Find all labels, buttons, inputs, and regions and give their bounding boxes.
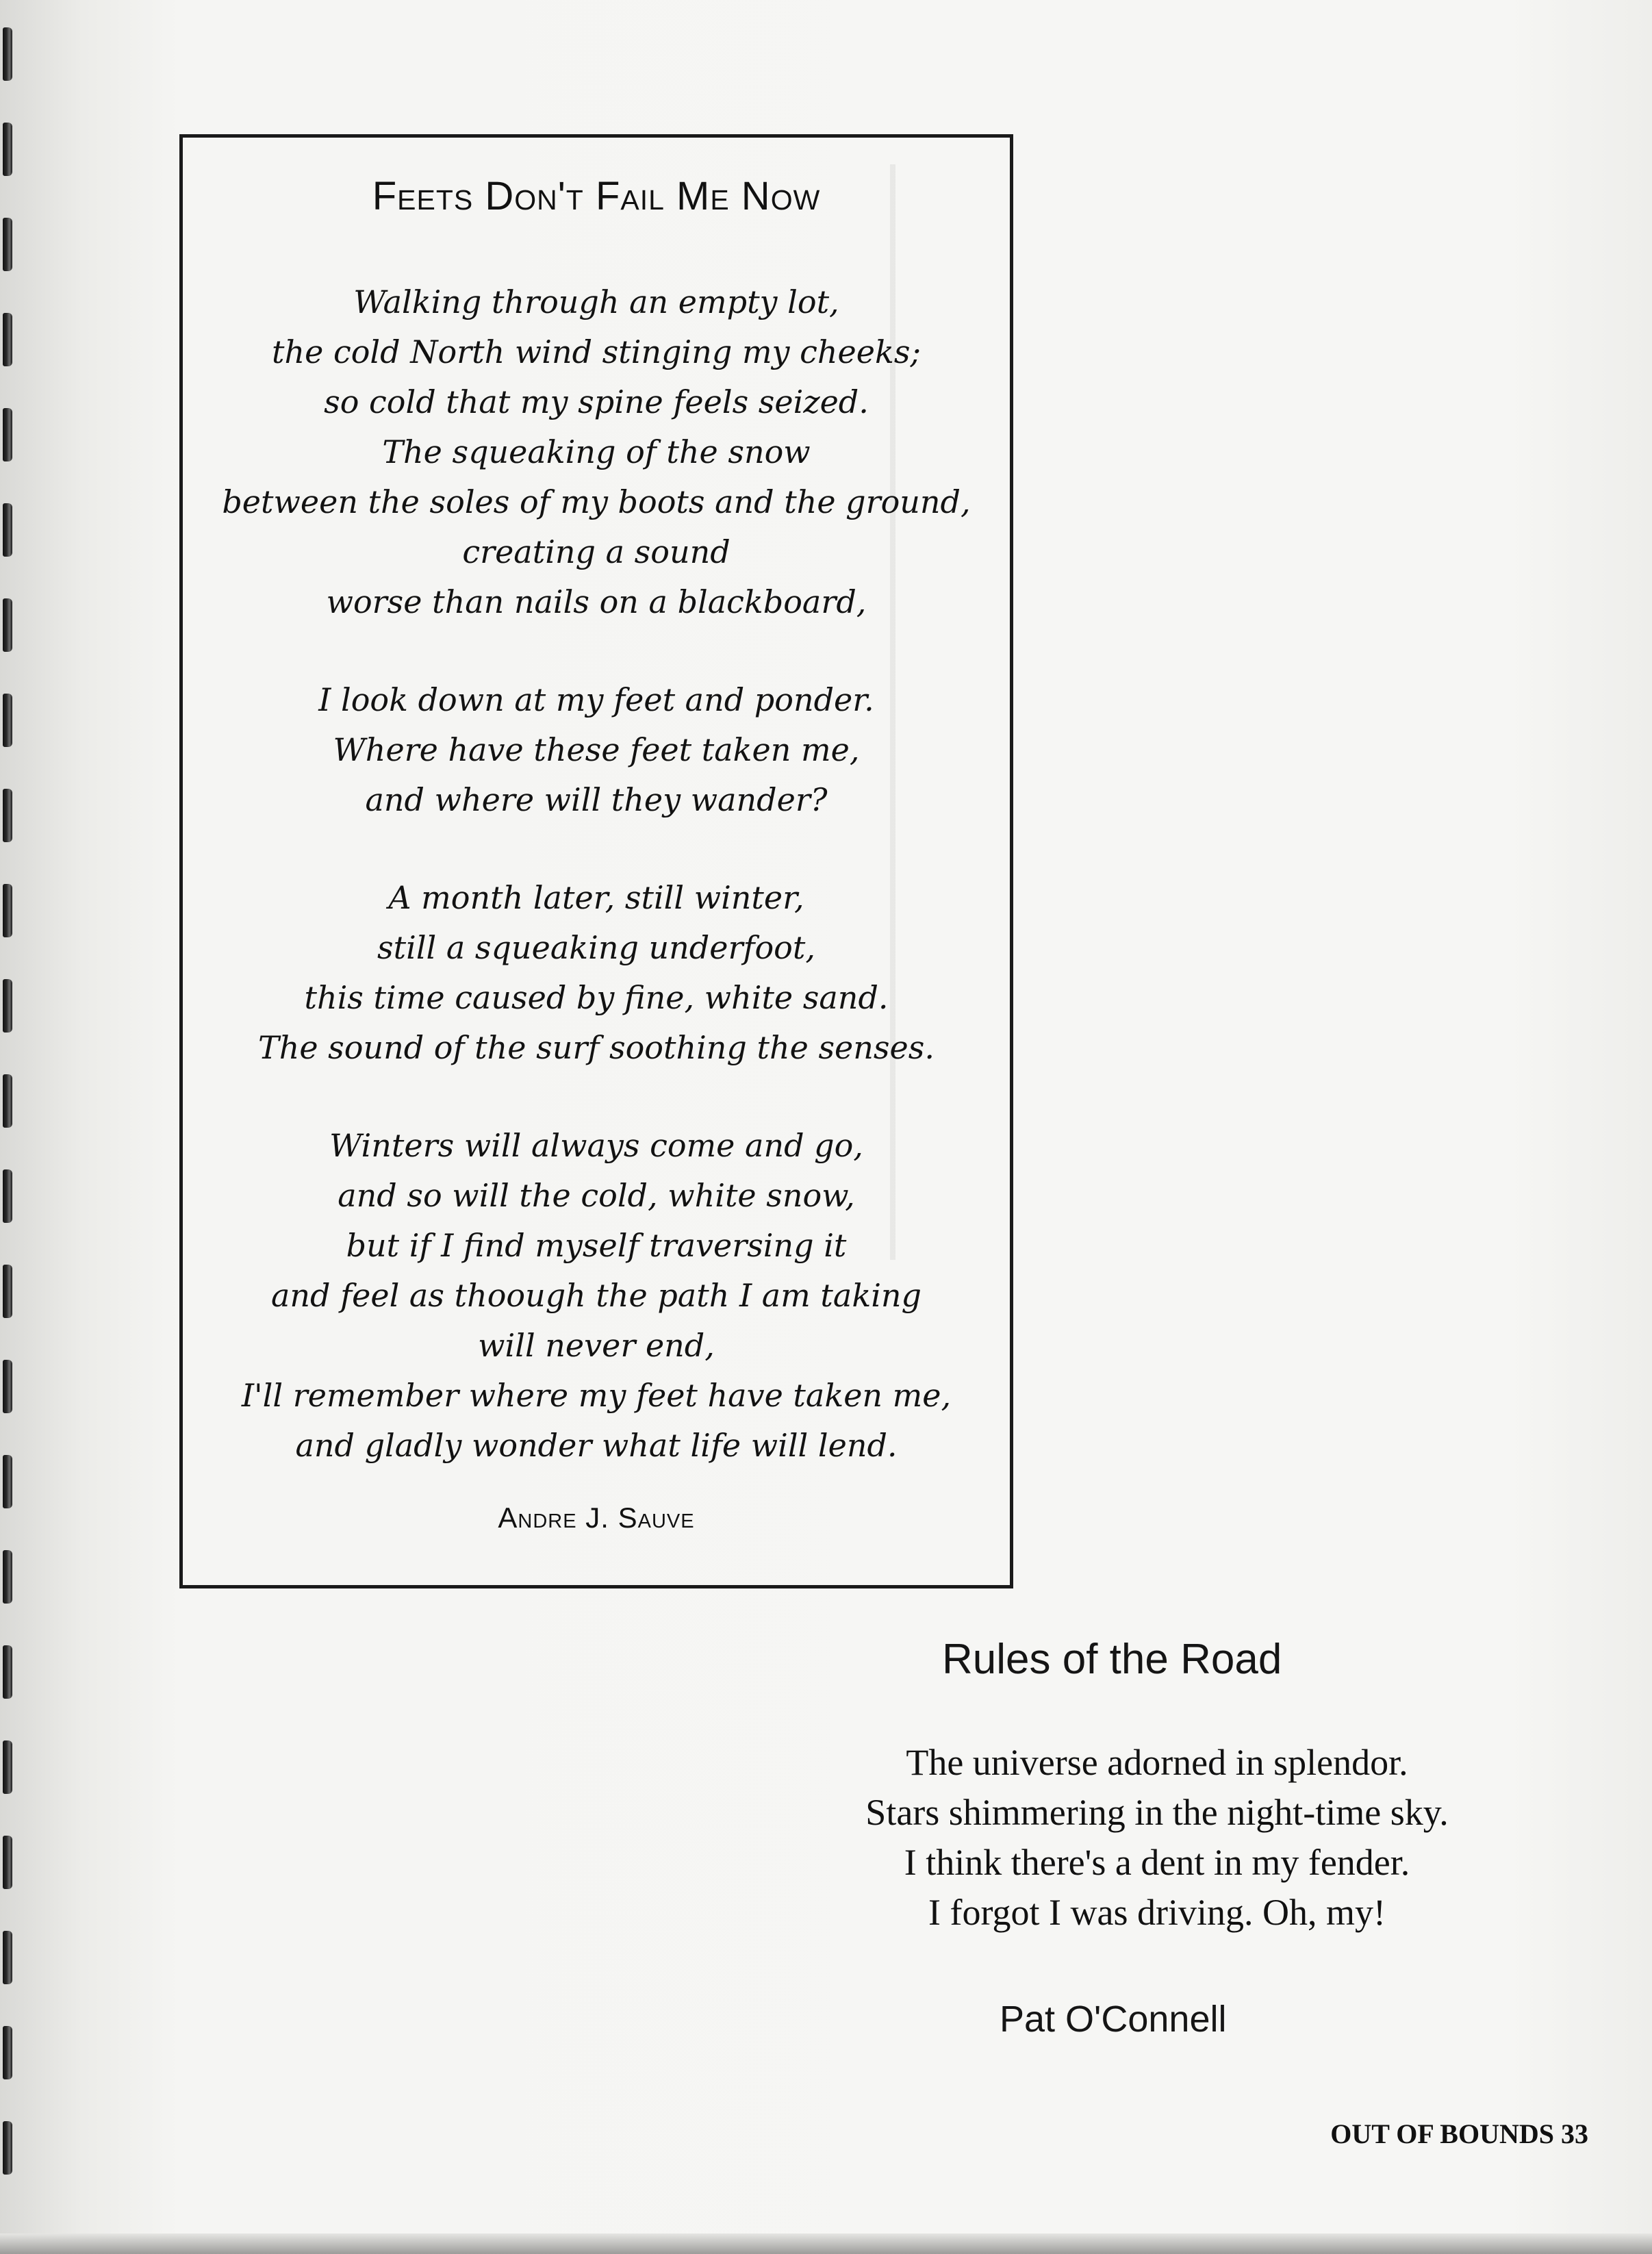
binding-coil <box>3 503 12 557</box>
poem-line: The squeaking of the snow <box>382 433 811 470</box>
poem-line: and where will they wander? <box>365 781 828 818</box>
poem-line: and feel as thoough the path I am taking <box>271 1277 922 1314</box>
binding-coil <box>3 313 12 366</box>
stanza <box>183 1121 1010 1471</box>
binding-coil <box>3 1836 12 1889</box>
stanza <box>183 675 1010 825</box>
binding-coil <box>3 408 12 461</box>
poem-line: this time caused by fine, white sand. <box>304 979 889 1016</box>
binding-coil <box>3 884 12 937</box>
poem-line: The sound of the surf soothing the senses. <box>258 1029 935 1066</box>
poem-line: and gladly wonder what life will lend. <box>295 1427 898 1464</box>
poem-line: I look down at my feet and ponder. <box>318 681 874 718</box>
poem-line: between the soles of my boots and the ground, <box>222 483 971 520</box>
poem-line: so cold that my spine feels seized. <box>324 383 869 420</box>
stanza <box>183 873 1010 1073</box>
poem-title: Feets Don't Fail Me Now <box>372 174 821 218</box>
poem-line: and so will the cold, white snow, <box>338 1177 855 1214</box>
poem-author: Pat O'Connell <box>1000 1999 1227 2040</box>
poem-body <box>183 277 1010 1519</box>
poem-author: Andre J. Sauve <box>498 1502 695 1534</box>
poem-line: the cold North wind stinging my cheeks; <box>272 333 921 370</box>
poem-line: worse than nails on a blackboard, <box>326 583 867 620</box>
binding-coil <box>3 1931 12 1984</box>
poem-title: Rules of the Road <box>942 1636 1282 1683</box>
binding-coil <box>3 1645 12 1699</box>
binding-coil <box>3 1550 12 1604</box>
binding-coil <box>3 979 12 1033</box>
page-edge <box>0 2233 1652 2254</box>
binding-coil <box>3 598 12 652</box>
poem-line: Where have these feet taken me, <box>333 731 860 768</box>
binding-coil <box>3 1169 12 1223</box>
stanza <box>183 277 1010 627</box>
poem-box <box>179 134 1013 1588</box>
poem-line: Stars shimmering in the night-time sky. <box>865 1792 1449 1833</box>
page-footer <box>1260 2118 1588 2150</box>
poem-line: I forgot I was driving. Oh, my! <box>928 1892 1386 1933</box>
binding-coil <box>3 789 12 842</box>
binding-coil <box>3 694 12 747</box>
binding-coil <box>3 218 12 271</box>
spiral-binding <box>0 0 27 2254</box>
binding-coil <box>3 2121 12 2175</box>
binding-coil <box>3 2026 12 2079</box>
binding-coil <box>3 1360 12 1413</box>
binding-coil <box>3 1740 12 1794</box>
poem-line: Walking through an empty lot, <box>353 283 839 320</box>
poem-line: will never end, <box>478 1327 715 1364</box>
poem-line: I think there's a dent in my fender. <box>904 1842 1410 1883</box>
publication-name: OUT OF BOUNDS <box>1330 2118 1554 2149</box>
poem-line: but if I find myself traversing it <box>346 1227 847 1264</box>
binding-coil <box>3 1455 12 1508</box>
poem-line: The universe adorned in splendor. <box>906 1742 1408 1783</box>
poem-line: I'll remember where my feet have taken me, <box>241 1377 952 1414</box>
binding-coil <box>3 1265 12 1318</box>
poem-line: still a squeaking underfoot, <box>377 929 815 966</box>
binding-coil <box>3 1074 12 1128</box>
binding-coil <box>3 27 12 81</box>
poem-line: creating a sound <box>462 533 730 570</box>
show-through-decoration <box>1041 240 1534 1267</box>
binding-coil <box>3 123 12 176</box>
poem-body <box>746 1738 1568 1938</box>
poem-line: Winters will always come and go, <box>329 1127 863 1164</box>
page-number: 33 <box>1561 2118 1588 2149</box>
poem-line: A month later, still winter, <box>388 879 804 916</box>
